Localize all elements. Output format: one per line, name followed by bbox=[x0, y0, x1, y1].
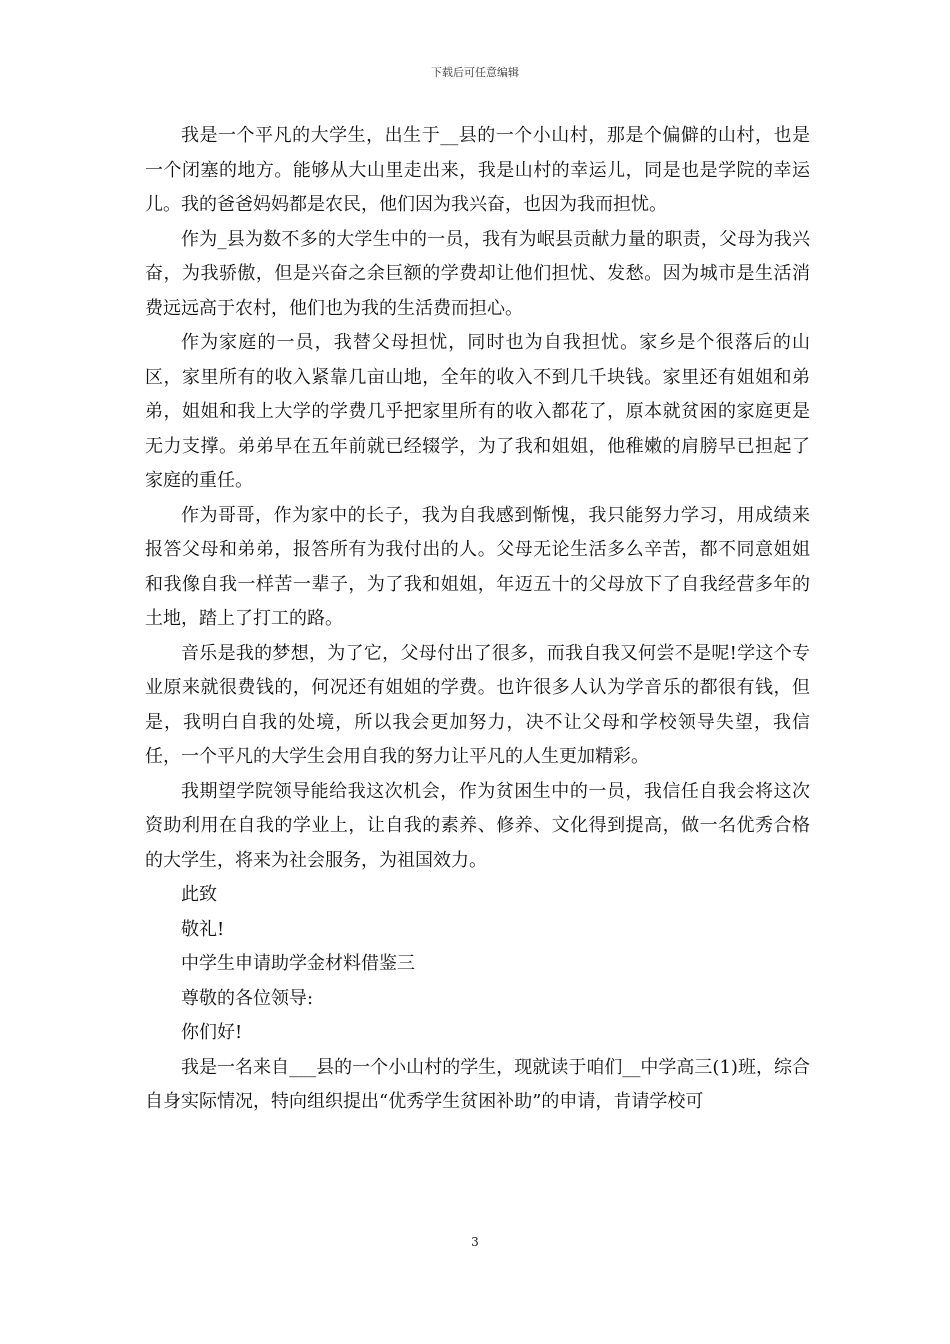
paragraph-3: 作为家庭的一员，我替父母担忧，同时也为自我担忧。家乡是个很落后的山区，家里所有的收入紧靠几亩山地，全年的收入不到几千块钱。家里还有姐姐和弟弟，姐姐和我上大学的学费几乎把家里所有的收入都花了，原本就贫困的家庭更是无力支撑。弟弟早在五年前就已经辍学，为了我和姐姐，他稚嫩的肩膀早已担起了家庭的重任。 bbox=[145, 332, 810, 491]
greeting-hello: 你们好! bbox=[181, 1022, 243, 1043]
section-title: 中学生申请助学金材料借鉴三 bbox=[181, 953, 415, 974]
paragraph-5: 音乐是我的梦想，为了它，父母付出了很多，而我自我又何尝不是呢!学这个专业原来就很费钱的，何况还有姐姐的学费。也许很多人认为学音乐的都很有钱，但是，我明白自我的处境，所以我会更加努力，决不让父母和学校领导失望，我信任，一个平凡的大学生会用自我的努力让平凡的人生更加精彩。 bbox=[145, 642, 810, 767]
paragraph-7: 我是一名来自___县的一个小山村的学生，现就读于咱们__中学高三(1)班，综合自身实际情况，特向组织提出“优秀学生贫困补助”的申请，肯请学校可 bbox=[145, 1056, 810, 1112]
paragraph-6: 我期望学院领导能给我这次机会，作为贫困生中的一员，我信任自我会将这次资助利用在自我的学业上，让自我的素养、修养、文化得到提高，做一名优秀合格的大学生，将来为社会服务，为祖国效力。 bbox=[145, 780, 810, 871]
page-header: 下载后可任意编辑 bbox=[431, 66, 519, 79]
greeting-addressee: 尊敬的各位领导: bbox=[181, 987, 314, 1009]
document-body bbox=[145, 119, 810, 1120]
paragraph-1: 我是一个平凡的大学生，出生于__县的一个小山村，那是个偏僻的山村，也是一个闭塞的地方。能够从大山里走出来，我是山村的幸运儿，同是也是学院的幸运儿。我的爸爸妈妈都是农民，他们因为我兴奋，也因为我而担忧。 bbox=[145, 125, 810, 215]
paragraph-2: 作为_县为数不多的大学生中的一员，我有为岷县贡献力量的职责，父母为我兴奋，为我骄傲，但是兴奋之余巨额的学费却让他们担忧、发愁。因为城市是生活消费远远高于农村，他们也为我的生活费而担心。 bbox=[145, 228, 810, 319]
closing-salutation: 此致 bbox=[181, 884, 217, 905]
page-number: 3 bbox=[471, 1235, 479, 1249]
paragraph-4: 作为哥哥，作为家中的长子，我为自我感到惭愧，我只能努力学习，用成绩来报答父母和弟弟，报答所有为我付出的人。父母无论生活多么辛苦，都不同意姐姐和我像自我一样苦一辈子，为了我和姐姐，年迈五十的父母放下了自我经营多年的土地，踏上了打工的路。 bbox=[145, 504, 810, 629]
closing-regards: 敬礼! bbox=[181, 918, 225, 940]
